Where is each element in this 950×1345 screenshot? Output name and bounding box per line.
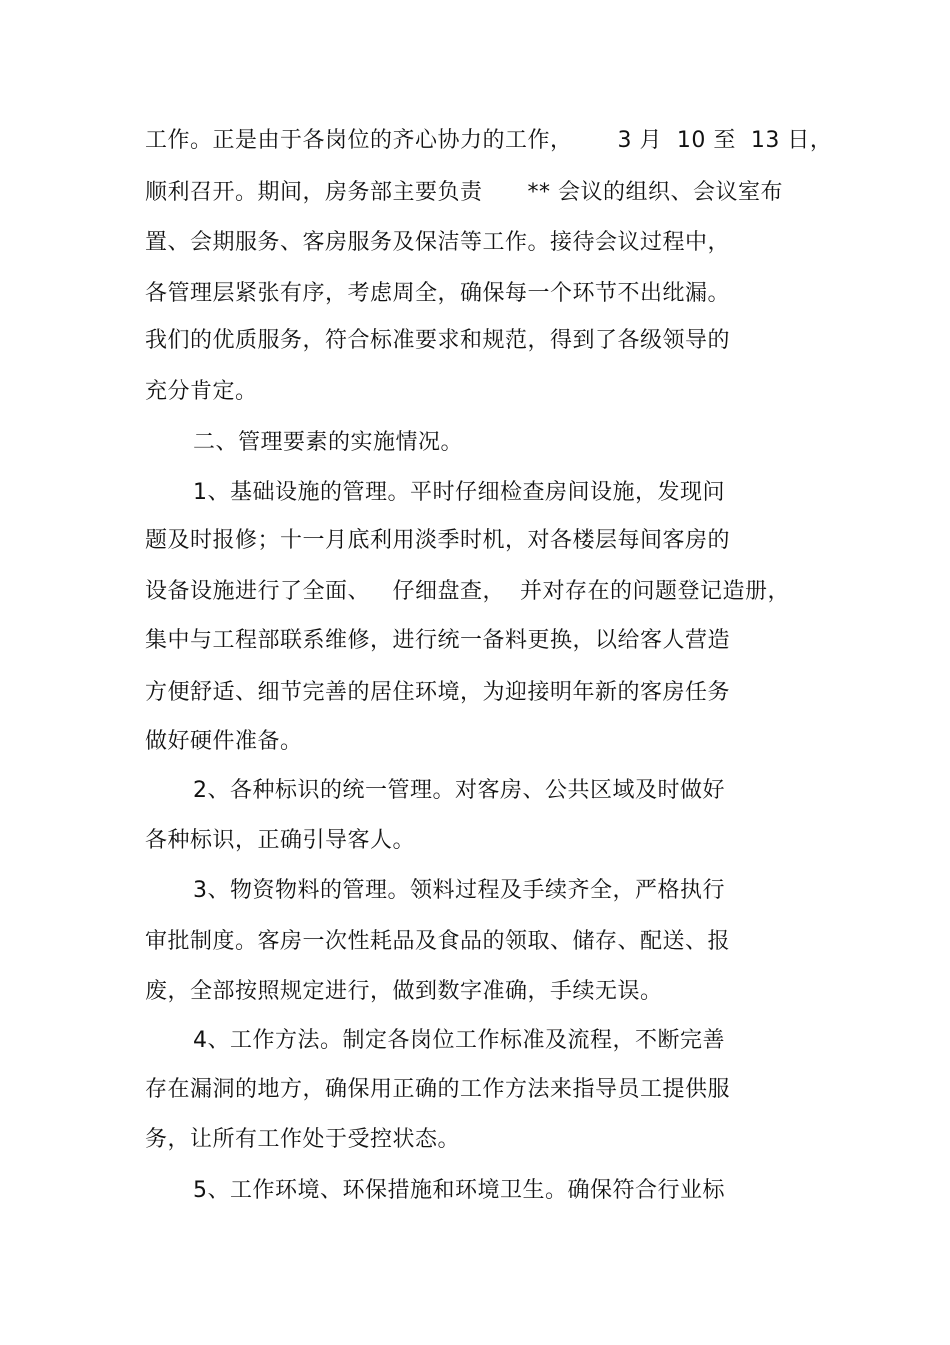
text-line: 置、会期服务、客房服务及保洁等工作。接待会议过程中， bbox=[145, 230, 731, 255]
text-line: 顺利召开。期间，房务部主要负责 ** 会议的组织、会议室布 bbox=[145, 180, 783, 205]
text-line: 存在漏洞的地方，确保用正确的工作方法来指导员工提供服 bbox=[145, 1077, 731, 1102]
text-line: 1、基础设施的管理。平时仔细检查房间设施，发现问 bbox=[193, 480, 725, 505]
text-line: 工作。正是由于各岗位的齐心协力的工作， 3 月 10 至 13 日， bbox=[145, 128, 833, 153]
text-line: 废，全部按照规定进行，做到数字准确，手续无误。 bbox=[145, 979, 663, 1004]
text-line: 各种标识，正确引导客人。 bbox=[145, 828, 416, 853]
text-line: 2、各种标识的统一管理。对客房、公共区域及时做好 bbox=[193, 778, 725, 803]
text-line: 3、物资物料的管理。领料过程及手续齐全，严格执行 bbox=[193, 878, 725, 903]
text-line: 我们的优质服务，符合标准要求和规范，得到了各级领导的 bbox=[145, 328, 731, 353]
text-line: 方便舒适、细节完善的居住环境，为迎接明年新的客房任务 bbox=[145, 680, 731, 705]
text-line: 充分肯定。 bbox=[145, 379, 258, 404]
text-line: 审批制度。客房一次性耗品及食品的领取、储存、配送、报 bbox=[145, 929, 731, 954]
text-line: 设备设施进行了全面、 仔细盘查， 并对存在的问题登记造册， bbox=[145, 579, 790, 604]
text-line: 5、工作环境、环保措施和环境卫生。确保符合行业标 bbox=[193, 1178, 725, 1203]
text-line: 集中与工程部联系维修，进行统一备料更换，以给客人营造 bbox=[145, 628, 731, 653]
text-line: 做好硬件准备。 bbox=[145, 729, 303, 754]
text-line: 4、工作方法。制定各岗位工作标准及流程，不断完善 bbox=[193, 1028, 725, 1053]
text-line: 各管理层紧张有序，考虑周全，确保每一个环节不出纰漏。 bbox=[145, 281, 731, 306]
text-line: 题及时报修；十一月底利用淡季时机，对各楼层每间客房的 bbox=[145, 528, 731, 553]
section-heading: 二、管理要素的实施情况。 bbox=[193, 430, 464, 455]
text-line: 务，让所有工作处于受控状态。 bbox=[145, 1127, 461, 1152]
